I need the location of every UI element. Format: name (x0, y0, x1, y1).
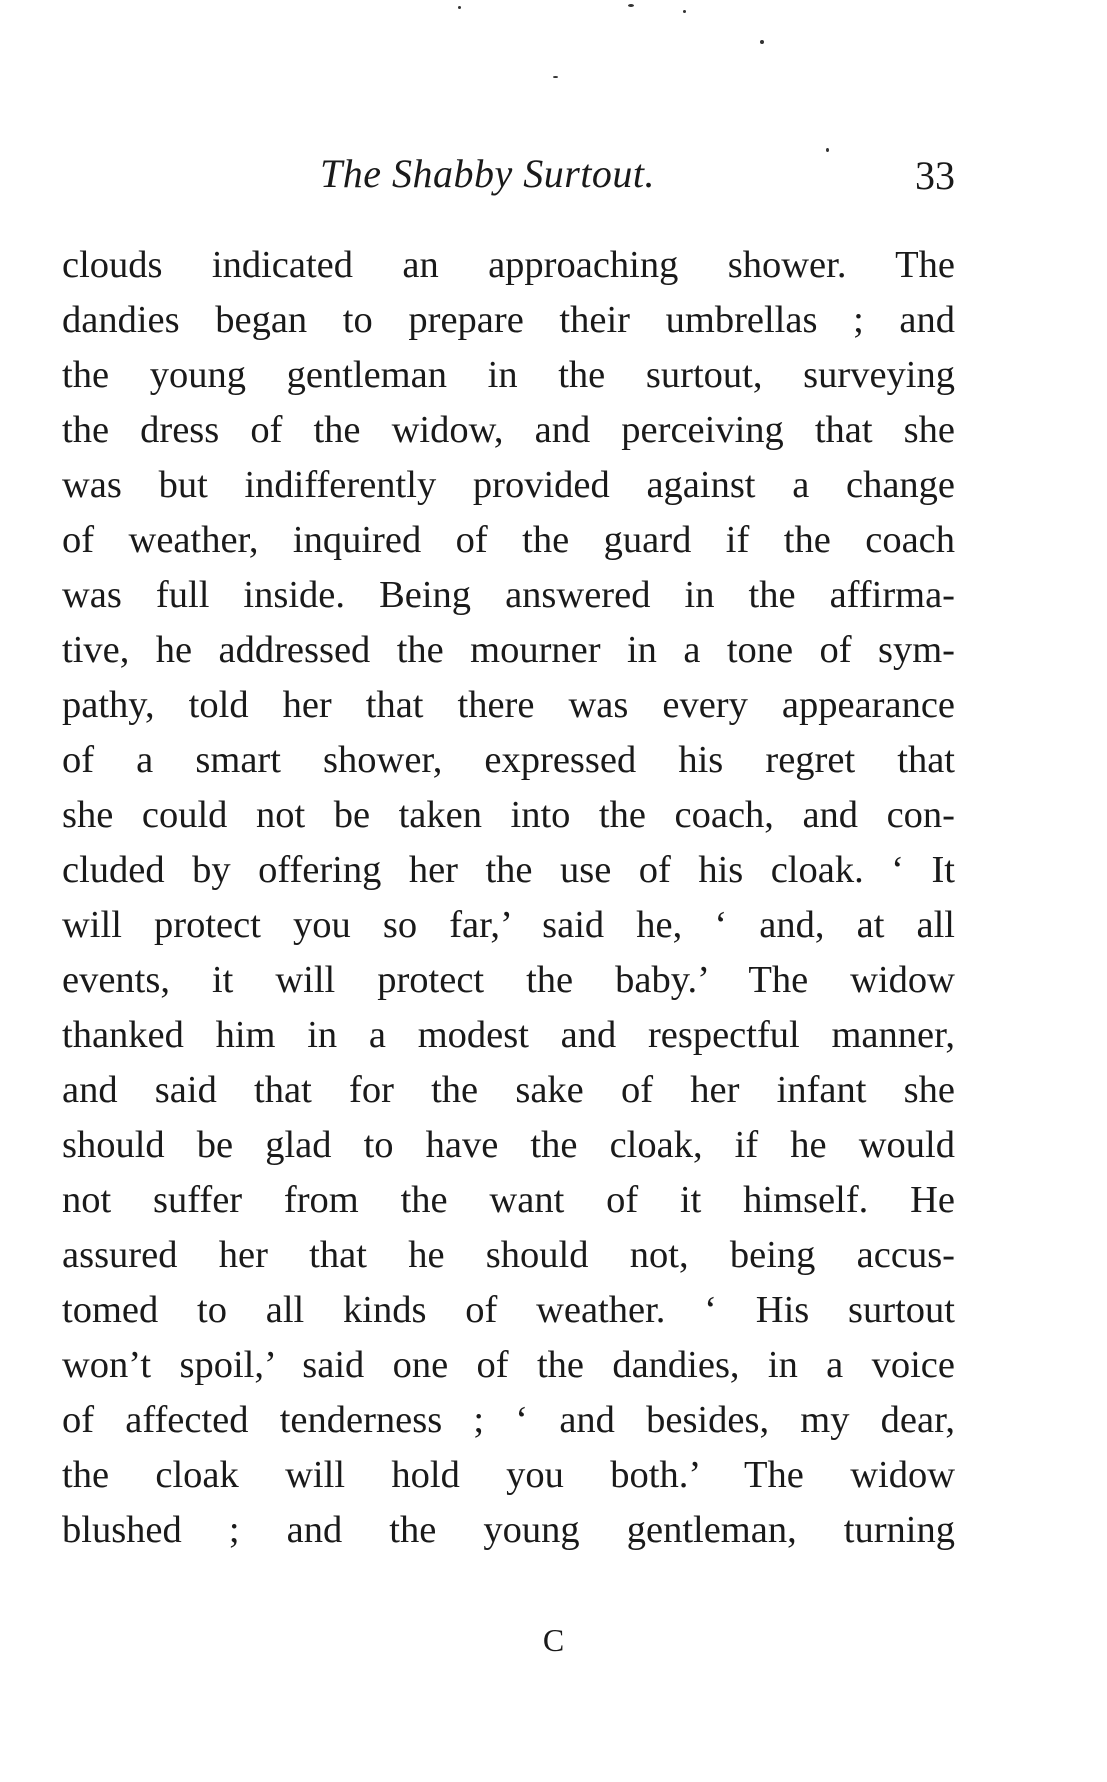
text-line: the dress of the widow, and perceiving that she (62, 409, 955, 451)
text-line: was full inside. Being answered in the affirma- (62, 574, 955, 616)
page-number: 33 (915, 153, 955, 198)
text-line: dandies began to prepare their umbrellas ; and (62, 299, 955, 341)
text-line: of weather, inquired of the guard if the coach (62, 519, 955, 561)
text-line: pathy, told her that there was every appearance (62, 684, 955, 726)
text-line: not suffer from the want of it himself. He (62, 1179, 955, 1221)
text-line: won’t spoil,’ said one of the dandies, in a voice (62, 1344, 955, 1386)
text-line: the cloak will hold you both.’ The widow (62, 1454, 955, 1496)
text-line: and said that for the sake of her infant she (62, 1069, 955, 1111)
text-line: the young gentleman in the surtout, surveying (62, 354, 955, 396)
text-line: blushed ; and the young gentleman, turning (62, 1509, 955, 1551)
body-text (62, 238, 955, 1558)
text-line: thanked him in a modest and respectful manner, (62, 1014, 955, 1056)
text-line: tomed to all kinds of weather. ‘ His surtout (62, 1289, 955, 1331)
text-line: of affected tenderness ; ‘ and besides, my dear, (62, 1399, 955, 1441)
text-line: was but indifferently provided against a change (62, 464, 955, 506)
scan-speck (683, 10, 686, 13)
text-line: assured her that he should not, being accus- (62, 1234, 955, 1276)
running-head (62, 150, 955, 210)
text-line: tive, he addressed the mourner in a tone of sym- (62, 629, 955, 671)
signature-mark: C (542, 1622, 565, 1658)
text-line: events, it will protect the baby.’ The widow (62, 959, 955, 1001)
text-line: clouds indicated an approaching shower. The (62, 244, 955, 286)
text-line: should be glad to have the cloak, if he would (62, 1124, 955, 1166)
scan-speck (628, 4, 634, 7)
text-line: cluded by offering her the use of his cloak. ‘ It (62, 849, 955, 891)
scan-speck (553, 76, 558, 78)
text-line: of a smart shower, expressed his regret that (62, 739, 955, 781)
text-line: will protect you so far,’ said he, ‘ and, at all (62, 904, 955, 946)
text-line: she could not be taken into the coach, and con- (62, 794, 955, 836)
scan-speck (760, 40, 764, 44)
scan-speck (458, 6, 461, 9)
running-head-title: The Shabby Surtout. (320, 151, 656, 196)
